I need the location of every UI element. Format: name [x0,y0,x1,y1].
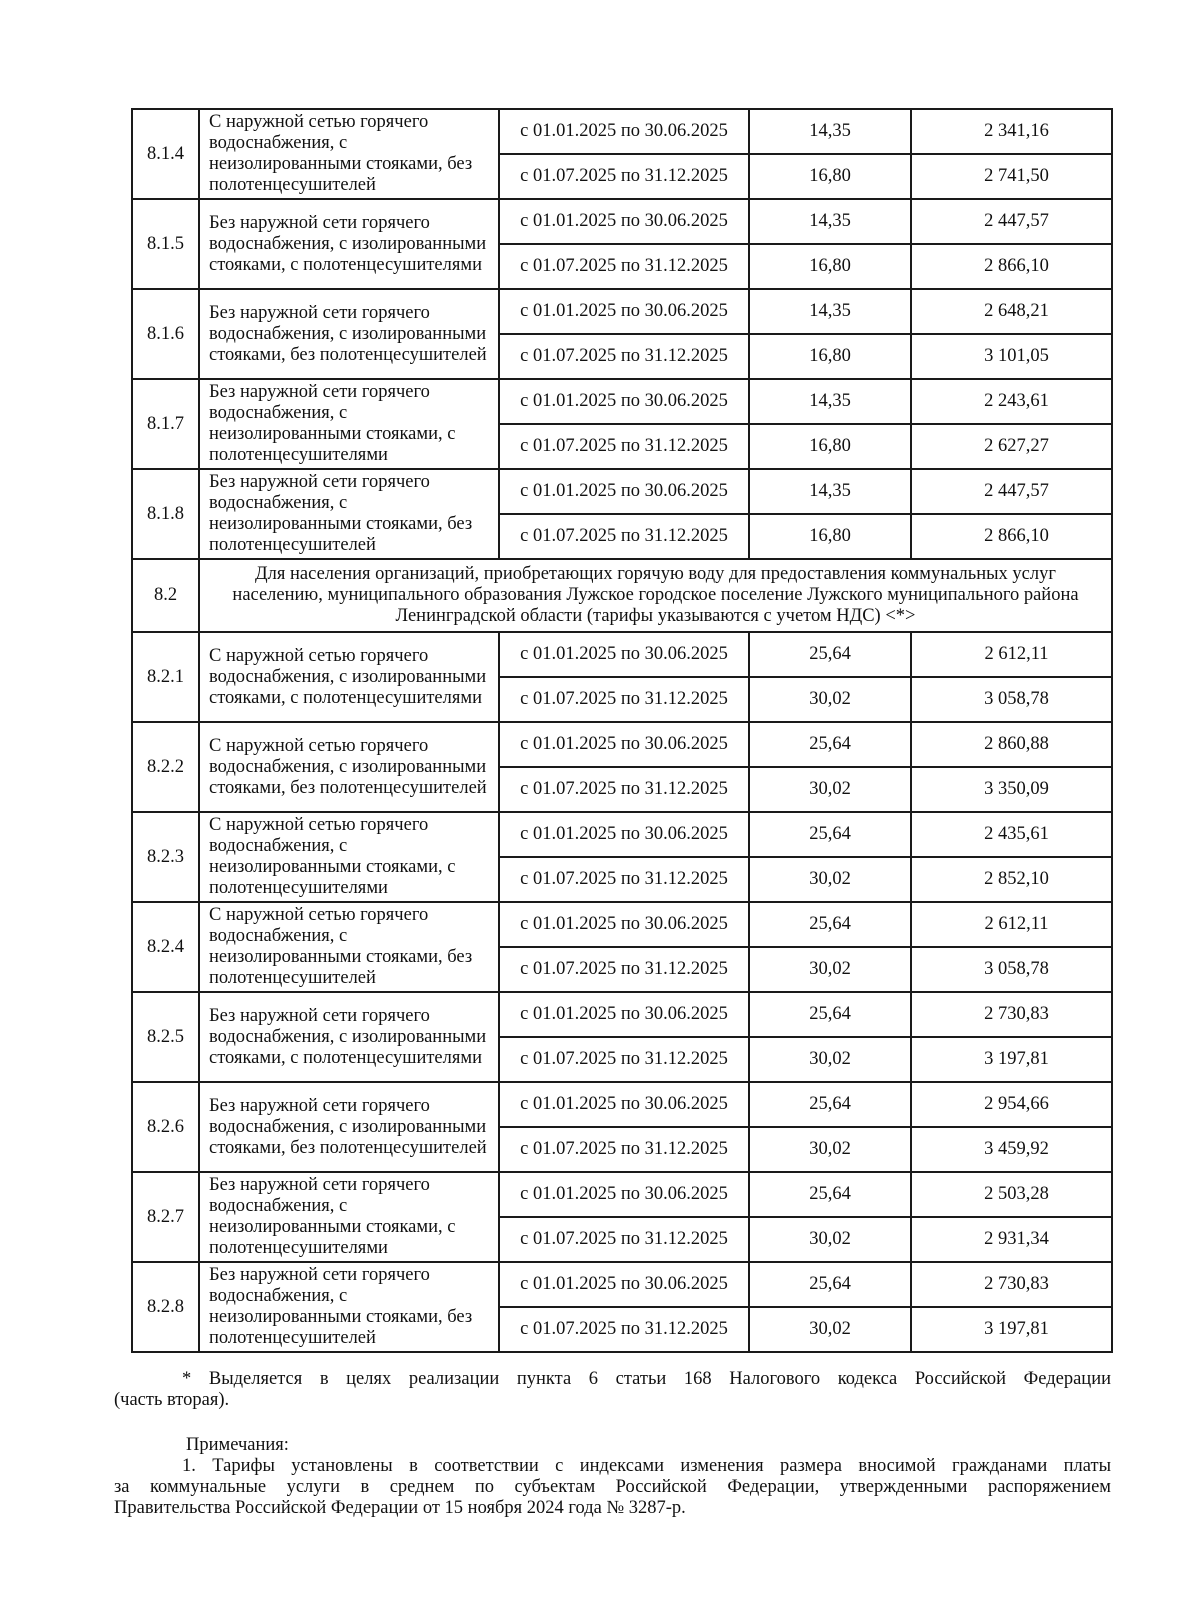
period-cell: с 01.07.2025 по 31.12.2025 [499,857,749,902]
table-row [132,722,1112,767]
period-cell: с 01.01.2025 по 30.06.2025 [499,1082,749,1127]
period-cell: с 01.01.2025 по 30.06.2025 [499,289,749,334]
note-1-line-3: Правительства Российской Федерации от 15 ноября 2024 года № 3287-р. [114,1498,686,1518]
rate-cell: 16,80 [749,154,911,199]
row-description: Без наружной сети горячего водоснабжения, с изолированными стояками, с полотенцесушителями [199,992,499,1082]
price-cell: 2 612,11 [911,632,1112,677]
row-code: 8.2.8 [132,1262,199,1352]
period-cell: с 01.07.2025 по 31.12.2025 [499,677,749,722]
row-code: 8.2.6 [132,1082,199,1172]
table-row [132,109,1112,154]
period-cell: с 01.01.2025 по 30.06.2025 [499,1262,749,1307]
period-cell: с 01.07.2025 по 31.12.2025 [499,767,749,812]
rate-cell: 14,35 [749,109,911,154]
price-cell: 2 730,83 [911,1262,1112,1307]
price-cell: 2 503,28 [911,1172,1112,1217]
price-cell: 2 243,61 [911,379,1112,424]
row-code: 8.1.8 [132,469,199,559]
period-cell: с 01.01.2025 по 30.06.2025 [499,902,749,947]
rate-cell: 14,35 [749,469,911,514]
price-cell: 2 860,88 [911,722,1112,767]
price-cell: 3 058,78 [911,677,1112,722]
note-1-line-1: 1. Тарифы установлены в соответствии с индексами изменения размера вносимой гражданами платы [182,1456,1111,1476]
period-cell: с 01.07.2025 по 31.12.2025 [499,424,749,469]
rate-cell: 16,80 [749,334,911,379]
period-cell: с 01.07.2025 по 31.12.2025 [499,1307,749,1352]
row-description: Без наружной сети горячего водоснабжения, с неизолированными стояками, без полотенцесушителей [199,469,499,559]
period-cell: с 01.01.2025 по 30.06.2025 [499,632,749,677]
rate-cell: 30,02 [749,1037,911,1082]
price-cell: 2 648,21 [911,289,1112,334]
period-cell: с 01.01.2025 по 30.06.2025 [499,469,749,514]
period-cell: с 01.07.2025 по 31.12.2025 [499,514,749,559]
table-row [132,632,1112,677]
period-cell: с 01.01.2025 по 30.06.2025 [499,379,749,424]
row-description: Без наружной сети горячего водоснабжения, с изолированными стояками, без полотенцесушителей [199,1082,499,1172]
rate-cell: 25,64 [749,632,911,677]
price-cell: 2 852,10 [911,857,1112,902]
period-cell: с 01.01.2025 по 30.06.2025 [499,109,749,154]
price-cell: 2 435,61 [911,812,1112,857]
rate-cell: 30,02 [749,1217,911,1262]
section-code: 8.2 [132,559,199,632]
table-row [132,379,1112,424]
row-code: 8.2.4 [132,902,199,992]
price-cell: 2 741,50 [911,154,1112,199]
table-row [132,199,1112,244]
price-cell: 3 197,81 [911,1037,1112,1082]
period-cell: с 01.01.2025 по 30.06.2025 [499,722,749,767]
period-cell: с 01.07.2025 по 31.12.2025 [499,1217,749,1262]
rate-cell: 25,64 [749,1262,911,1307]
footnote-line-1: * Выделяется в целях реализации пункта 6 статьи 168 Налогового кодекса Российской Федерации [182,1369,1111,1389]
note-1-line-2: за коммунальные услуги в среднем по субъектам Российской Федерации, утвержденными распоряжением [114,1477,1111,1497]
table-row [132,902,1112,947]
table-row [132,812,1112,857]
table-row [132,289,1112,334]
row-code: 8.1.5 [132,199,199,289]
row-description: Без наружной сети горячего водоснабжения, с изолированными стояками, с полотенцесушителями [199,199,499,289]
row-description: С наружной сетью горячего водоснабжения, с изолированными стояками, с полотенцесушителями [199,632,499,722]
rate-cell: 16,80 [749,514,911,559]
price-cell: 2 627,27 [911,424,1112,469]
period-cell: с 01.01.2025 по 30.06.2025 [499,199,749,244]
price-cell: 2 866,10 [911,514,1112,559]
row-description: С наружной сетью горячего водоснабжения, с изолированными стояками, без полотенцесушителей [199,722,499,812]
row-description: С наружной сетью горячего водоснабжения, с неизолированными стояками, без полотенцесушителей [199,109,499,199]
row-description: С наружной сетью горячего водоснабжения, с неизолированными стояками, с полотенцесушителями [199,812,499,902]
rate-cell: 14,35 [749,289,911,334]
rate-cell: 30,02 [749,947,911,992]
table-row [132,1262,1112,1307]
row-code: 8.1.4 [132,109,199,199]
footnote-line-2: (часть вторая). [114,1390,230,1410]
price-cell: 3 197,81 [911,1307,1112,1352]
row-description: Без наружной сети горячего водоснабжения, с неизолированными стояками, с полотенцесушителями [199,379,499,469]
rate-cell: 25,64 [749,1172,911,1217]
rate-cell: 25,64 [749,812,911,857]
row-code: 8.2.1 [132,632,199,722]
price-cell: 3 459,92 [911,1127,1112,1172]
price-cell: 2 447,57 [911,199,1112,244]
row-code: 8.2.7 [132,1172,199,1262]
price-cell: 3 350,09 [911,767,1112,812]
rate-cell: 30,02 [749,677,911,722]
price-cell: 2 341,16 [911,109,1112,154]
tariff-table-body-8-1 [132,109,1112,559]
table-row [132,469,1112,514]
tariff-section-8-2 [132,559,1112,632]
rate-cell: 14,35 [749,199,911,244]
row-description: Без наружной сети горячего водоснабжения, с неизолированными стояками, с полотенцесушителями [199,1172,499,1262]
row-description: С наружной сетью горячего водоснабжения, с неизолированными стояками, без полотенцесушителей [199,902,499,992]
section-row [132,559,1112,632]
period-cell: с 01.07.2025 по 31.12.2025 [499,244,749,289]
period-cell: с 01.07.2025 по 31.12.2025 [499,1127,749,1172]
period-cell: с 01.07.2025 по 31.12.2025 [499,154,749,199]
price-cell: 2 447,57 [911,469,1112,514]
row-code: 8.2.5 [132,992,199,1082]
price-cell: 2 866,10 [911,244,1112,289]
footnote [114,1369,1111,1411]
period-cell: с 01.07.2025 по 31.12.2025 [499,1037,749,1082]
notes-title: Примечания: [186,1435,289,1455]
price-cell: 2 931,34 [911,1217,1112,1262]
note-item-1 [114,1456,1111,1519]
rate-cell: 25,64 [749,722,911,767]
rate-cell: 30,02 [749,767,911,812]
period-cell: с 01.01.2025 по 30.06.2025 [499,812,749,857]
row-code: 8.1.7 [132,379,199,469]
rate-cell: 25,64 [749,992,911,1037]
rate-cell: 30,02 [749,1127,911,1172]
row-code: 8.2.2 [132,722,199,812]
row-code: 8.2.3 [132,812,199,902]
period-cell: с 01.01.2025 по 30.06.2025 [499,992,749,1037]
rate-cell: 14,35 [749,379,911,424]
rate-cell: 16,80 [749,244,911,289]
row-code: 8.1.6 [132,289,199,379]
row-description: Без наружной сети горячего водоснабжения, с изолированными стояками, без полотенцесушителей [199,289,499,379]
period-cell: с 01.07.2025 по 31.12.2025 [499,334,749,379]
table-row [132,992,1112,1037]
period-cell: с 01.01.2025 по 30.06.2025 [499,1172,749,1217]
price-cell: 2 730,83 [911,992,1112,1037]
tariff-table [131,108,1113,1353]
section-title: Для населения организаций, приобретающих горячую воду для предоставления коммунальных услуг населению, муниципального образования Лужское городское поселение Лужского муниципального района Ленинградской области (тарифы указываются с учетом НДС) <*> [199,559,1112,632]
price-cell: 2 612,11 [911,902,1112,947]
row-description: Без наружной сети горячего водоснабжения, с неизолированными стояками, без полотенцесушителей [199,1262,499,1352]
rate-cell: 16,80 [749,424,911,469]
rate-cell: 25,64 [749,902,911,947]
table-row [132,1172,1112,1217]
period-cell: с 01.07.2025 по 31.12.2025 [499,947,749,992]
price-cell: 3 058,78 [911,947,1112,992]
rate-cell: 25,64 [749,1082,911,1127]
tariff-table-body-8-2 [132,632,1112,1352]
rate-cell: 30,02 [749,857,911,902]
price-cell: 3 101,05 [911,334,1112,379]
rate-cell: 30,02 [749,1307,911,1352]
price-cell: 2 954,66 [911,1082,1112,1127]
table-row [132,1082,1112,1127]
